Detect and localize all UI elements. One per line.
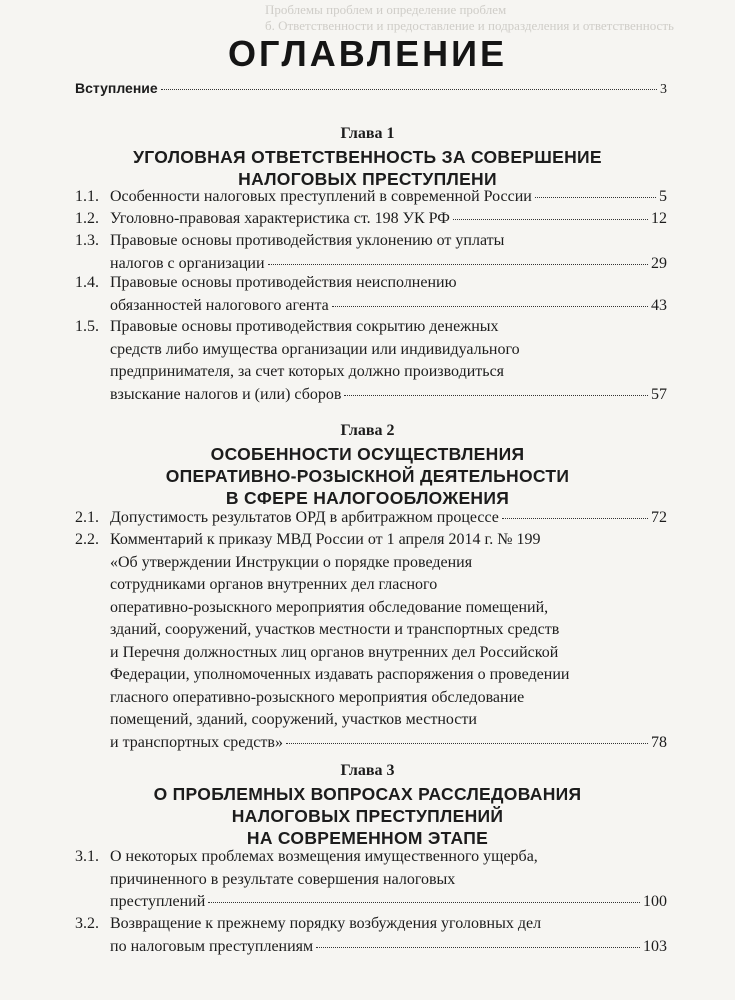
chapter-2-label: Глава 2 [340, 422, 395, 439]
section-title: Допустимость результатов ОРД в арбитражном процессе [110, 509, 499, 526]
chapter-title-line: В СФЕРЕ НАЛОГООБЛОЖЕНИЯ [225, 488, 510, 508]
toc-entry-intro[interactable] [75, 80, 667, 98]
page-number: 12 [651, 210, 667, 227]
section-title-line: сотрудниками органов внутренних дел гласного [110, 576, 438, 593]
section-title-line: Правовые основы противодействия уклонению от уплаты [110, 232, 505, 249]
chapter-title-line: ОПЕРАТИВНО-РОЗЫСКНОЙ ДЕЯТЕЛЬНОСТИ [165, 466, 570, 486]
section-title-line: Правовые основы противодействия неисполнению [110, 274, 457, 291]
chapter-2-title [0, 443, 735, 509]
page-number: 72 [651, 509, 667, 526]
section-number: 3.1. [75, 848, 99, 865]
section-title-line: и транспортных средств» [110, 733, 283, 751]
section-title-line: зданий, сооружений, участков местности и транспортных средств [110, 621, 560, 638]
toc-entry-1-1[interactable] [75, 186, 667, 209]
toc-entry-3-2[interactable] [75, 913, 667, 958]
toc-entry-2-2[interactable] [75, 529, 667, 754]
section-number: 2.2. [75, 531, 99, 548]
chapter-3-label: Глава 3 [340, 762, 395, 779]
section-number: 1.4. [75, 274, 99, 291]
dot-leader [344, 395, 648, 396]
toc-entry-3-1[interactable] [75, 846, 667, 914]
page-number: 103 [643, 937, 667, 955]
section-title-line: взыскание налогов и (или) сборов [110, 385, 342, 403]
section-title-line: помещений, зданий, сооружений, участков местности [110, 711, 477, 728]
section-title: Уголовно-правовая характеристика ст. 198 УК РФ [110, 210, 450, 227]
toc-title: ОГЛАВЛЕНИЕ [227, 33, 508, 74]
page-number: 3 [660, 82, 667, 97]
section-title-line: и Перечня должностных лиц органов внутренних дел Российской [110, 643, 559, 661]
section-number: 1.2. [75, 210, 99, 227]
section-number: 1.3. [75, 232, 99, 249]
page-number: 29 [651, 254, 667, 272]
section-title-line: «Об утверждении Инструкции о порядке проведения [110, 553, 473, 571]
section-title-line: Возвращение к прежнему порядку возбуждения уголовных дел [110, 915, 542, 932]
page-number: 5 [659, 188, 667, 205]
dot-leader [535, 197, 656, 198]
dot-leader [453, 219, 648, 220]
chapter-1-title [0, 146, 735, 190]
chapter-title-line: ОСОБЕННОСТИ ОСУЩЕСТВЛЕНИЯ [210, 444, 525, 464]
section-title-line: гласного оперативно-розыскного мероприятия обследование [110, 688, 525, 706]
section-title-line: по налоговым преступлениям [110, 937, 314, 955]
section-number: 1.5. [75, 318, 99, 335]
section-title-line: причиненного в результате совершения налоговых [110, 870, 456, 888]
section-number: 2.1. [75, 509, 99, 526]
section-title-line: предпринимателя, за счет которых должно производиться [110, 363, 505, 380]
dot-leader [286, 743, 648, 744]
toc-entry-1-4[interactable] [75, 272, 667, 317]
page-number: 78 [651, 733, 667, 751]
toc-entry-1-5[interactable] [75, 316, 667, 406]
bleed-through-text-second: б. Ответственности и предоставление и подразделения и ответственность [265, 18, 674, 33]
toc-entry-1-2[interactable] [75, 208, 667, 231]
section-title-line: Комментарий к приказу МВД России от 1 апреля 2014 г. № 199 [110, 531, 541, 548]
section-title-line: налогов с организации [110, 254, 265, 272]
dot-leader [316, 947, 640, 948]
chapter-title-line: НАЛОГОВЫХ ПРЕСТУПЛЕНИ [238, 169, 497, 189]
dot-leader [502, 518, 648, 519]
chapter-title-line: НАЛОГОВЫХ ПРЕСТУПЛЕНИЙ [231, 806, 504, 826]
chapter-title-line: НА СОВРЕМЕННОМ ЭТАПЕ [246, 828, 489, 848]
chapter-title-line: О ПРОБЛЕМНЫХ ВОПРОСАХ РАССЛЕДОВАНИЯ [153, 784, 582, 804]
toc-entry-2-1[interactable] [75, 507, 667, 530]
section-title-line: Федерации, уполномоченных издавать распоряжения о проведении [110, 666, 570, 683]
chapter-title-line: УГОЛОВНАЯ ОТВЕТСТВЕННОСТЬ ЗА СОВЕРШЕНИЕ [133, 147, 602, 167]
page-number: 43 [651, 296, 667, 314]
section-title-line: преступлений [110, 893, 206, 910]
chapter-1-label: Глава 1 [340, 125, 395, 142]
dot-leader [268, 264, 648, 265]
section-title-line: обязанностей налогового агента [110, 296, 329, 314]
section-title-line: О некоторых проблемах возмещения имущественного ущерба, [110, 848, 538, 865]
page-number: 57 [651, 385, 667, 403]
page-number: 100 [643, 893, 667, 910]
section-title-line: оперативно-розыскного мероприятия обследование помещений, [110, 598, 549, 616]
section-title: Особенности налоговых преступлений в современной России [110, 188, 532, 205]
section-title-line: средств либо имущества организации или индивидуального [110, 340, 520, 358]
toc-entry-1-3[interactable] [75, 230, 667, 275]
dot-leader [208, 902, 640, 903]
section-number: 3.2. [75, 915, 99, 932]
bleed-through-text-top: Проблемы проблем и определение проблем [265, 2, 507, 17]
dot-leader [332, 306, 648, 307]
intro-label: Вступление [75, 80, 158, 96]
section-title-line: Правовые основы противодействия сокрытию денежных [110, 318, 499, 335]
dot-leader [161, 89, 657, 90]
chapter-3-title [0, 783, 735, 849]
section-number: 1.1. [75, 188, 99, 205]
